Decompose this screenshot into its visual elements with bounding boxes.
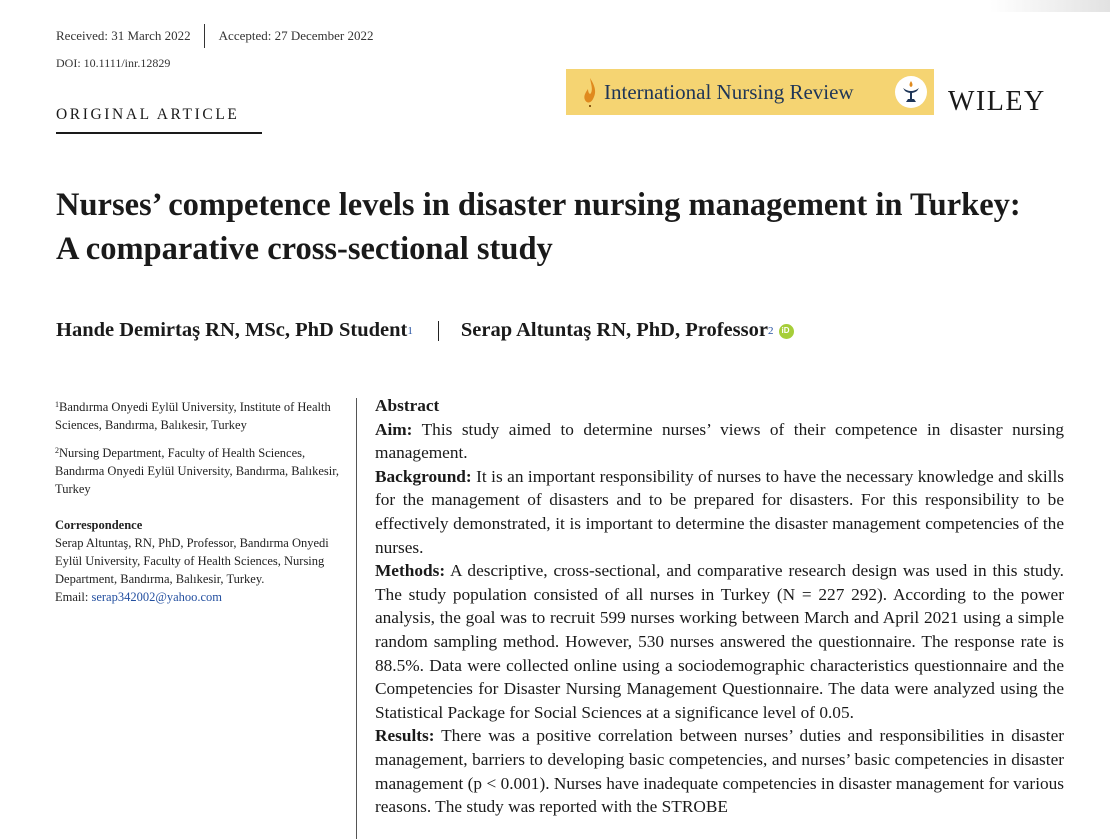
nursing-lamp-emblem-icon	[894, 75, 928, 109]
abstract-methods	[375, 559, 1064, 724]
affiliation-number: 1	[55, 400, 59, 409]
received-date: Received: 31 March 2022	[56, 28, 191, 43]
email-link[interactable]: serap342002@yahoo.com	[91, 590, 223, 604]
affiliation-number: 2	[55, 446, 59, 455]
correspondence-heading: Correspondence	[55, 518, 143, 532]
results-text: There was a positive correlation between nurses’ duties and responsibilities in disaster management, barriers to developing basic competencies, and nurses’ basic competencies in disaster management (p < 0.001). Nurses have inadequate competencies in disaster management for various reasons. The study was reported with the STROBE	[375, 726, 1064, 817]
affiliation-text: Bandırma Onyedi Eylül University, Institute of Health Sciences, Bandırma, Balıkesir, Turkey	[55, 400, 331, 432]
author-name: Hande Demirtaş RN, MSc, PhD Student	[56, 319, 408, 341]
affiliation	[55, 396, 345, 434]
aim-text: This study aimed to determine nurses’ views of their competence in disaster nursing management.	[375, 419, 1065, 463]
article-type: ORIGINAL ARTICLE	[56, 106, 262, 134]
aim-label: Aim:	[375, 419, 413, 439]
abstract-results	[375, 724, 1064, 818]
article-title: Nurses’ competence levels in disaster nursing management in Turkey: A comparative cross-sectional study	[56, 187, 1021, 267]
affiliation-ref[interactable]: 1	[407, 324, 413, 337]
publisher-logo[interactable]: WILEY	[948, 86, 1046, 117]
abstract	[375, 394, 1064, 819]
abstract-background	[375, 465, 1064, 559]
affiliation-ref[interactable]: 2	[767, 324, 774, 337]
affiliation-text: Nursing Department, Faculty of Health Sciences, Bandırma Onyedi Eylül University, Bandırma, Balıkesir, Turkey	[55, 446, 340, 496]
affiliation	[55, 442, 345, 498]
author-list	[56, 319, 794, 342]
correspondence-email	[55, 588, 345, 606]
doi[interactable]: DOI: 10.1111/inr.12829	[56, 56, 171, 70]
column-divider	[356, 398, 357, 839]
journal-name: International Nursing Review	[604, 80, 854, 104]
email-label: Email:	[55, 590, 92, 604]
dates-row	[56, 24, 374, 48]
methods-label: Methods:	[375, 561, 446, 581]
journal-badge[interactable]	[566, 69, 934, 115]
orcid-icon[interactable]	[779, 324, 794, 339]
author-name: Serap Altuntaş RN, PhD, Professor	[460, 319, 768, 341]
results-label: Results:	[375, 726, 435, 746]
accepted-date: Accepted: 27 December 2022	[218, 28, 374, 43]
abstract-heading: Abstract	[375, 396, 440, 415]
background-text: It is an important responsibility of nurses to have the necessary knowledge and skills for the management of disasters and to be prepared for disasters. For this responsibility to be effectively demonstrated, it is important to determine the disaster management competencies of the nurses.	[375, 466, 1064, 557]
flame-icon	[581, 77, 599, 107]
dates-separator	[204, 24, 205, 48]
page-corner-shadow	[990, 0, 1110, 12]
background-label: Background:	[375, 466, 472, 486]
article-sidebar	[55, 396, 345, 606]
methods-text: A descriptive, cross-sectional, and comparative research design was used in this study. The study population consisted of all nurses in Turkey (N = 227 292). According to the power analysis, the goal was to recruit 599 nurses working between March and April 2021 using a simple random sampling method. However, 530 nurses answered the questionnaire. The response rate is 88.5%. Data were collected online using a sociodemographic characteristics questionnaire and the Competencies for Disaster Nursing Management Questionnaire. The data were analyzed using the Statistical Package for Social Sciences at a significance level of 0.05.	[375, 561, 1064, 722]
correspondence-text: Serap Altuntaş, RN, PhD, Professor, Bandırma Onyedi Eylül University, Faculty of Health Sciences, Nursing Department, Bandırma, Balıkesir, Turkey.	[55, 536, 329, 586]
author-separator	[438, 321, 439, 341]
abstract-aim	[375, 418, 1064, 465]
